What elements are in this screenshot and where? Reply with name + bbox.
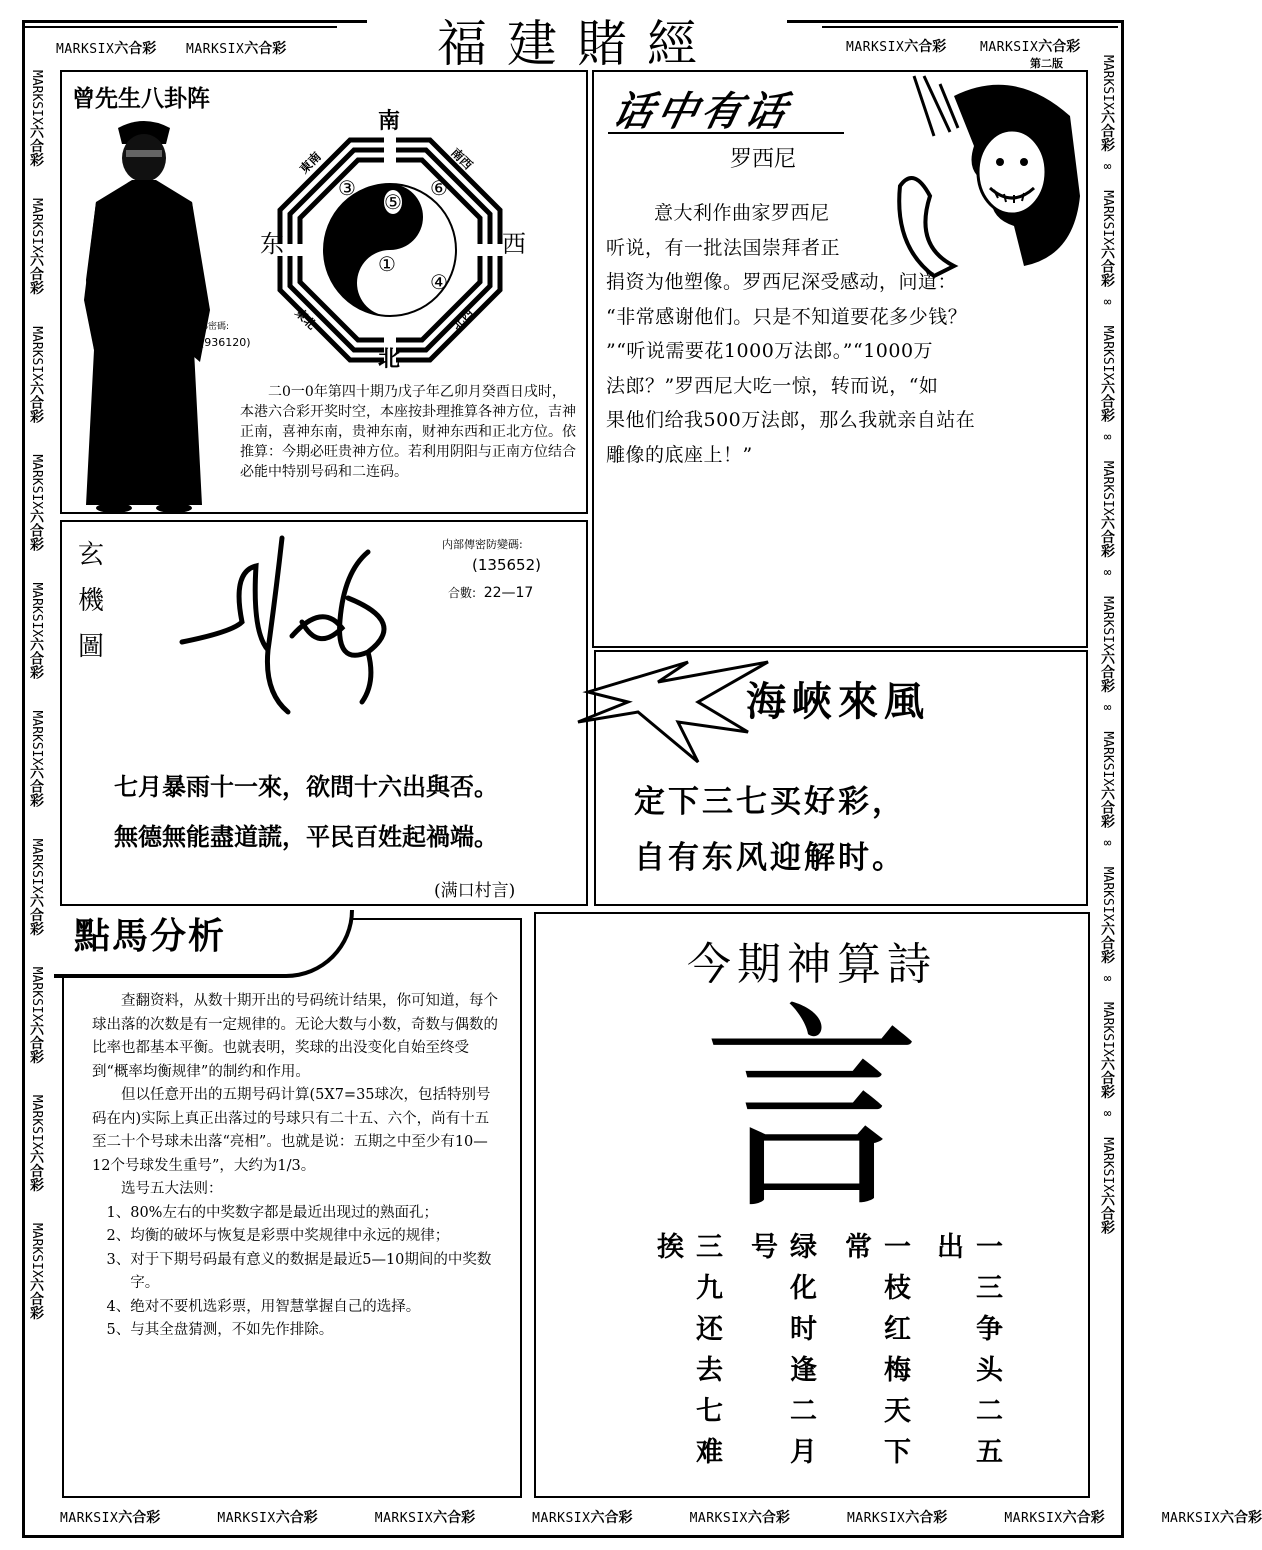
masthead-title: 福建賭經: [367, 4, 787, 76]
xuanji-heading-char: 玄: [78, 540, 105, 570]
story-line: 法郎？”罗西尼大吃一惊，转而说，“如: [606, 374, 939, 397]
rule-text: 绝对不要机选彩票，用智慧掌握自己的选择。: [130, 1298, 421, 1315]
strait-poem-line: 定下三七买好彩，: [634, 784, 906, 820]
bagua-num-4: ④: [430, 270, 448, 294]
strait-heading: 海峽來風: [746, 678, 930, 725]
rule-text: 80%左右的中奖数字都是最近出现过的熟面孔；: [130, 1204, 438, 1221]
bagua-num-2: ②: [338, 270, 356, 294]
rule-number: 4、: [106, 1298, 131, 1315]
bagua-num-5: ⑤: [384, 190, 402, 214]
horse-rules: [92, 1202, 500, 1343]
xuanji-heading: [78, 532, 104, 670]
bagua-panel: [60, 70, 588, 514]
bagua-dir-west: 西: [502, 230, 526, 258]
bagua-dir-nw: 北西: [448, 305, 476, 333]
strait-poem: [634, 774, 906, 886]
marksix-label: MARKSIX六合彩: [980, 39, 1081, 55]
story-heading: 话中有话: [608, 89, 795, 135]
bagua-dir-sw: 南西: [448, 145, 476, 173]
xuanji-source: (满口村言): [434, 881, 516, 901]
masthead-rule-right: [822, 26, 1118, 28]
bagua-num-3: ③: [338, 176, 356, 200]
rule-number: 1、: [106, 1204, 131, 1221]
xuanji-heading-char: 圖: [78, 632, 105, 662]
story-line: ”“听说需要花1000万法郎。”“1000万: [606, 340, 934, 362]
story-panel: [592, 70, 1088, 648]
bagua-dir-north: 北: [378, 347, 401, 372]
marksix-strip-left: MARKSIX六合彩 MARKSIX六合彩 MARKSIX六合彩 MARKSIX六合彩 MARKSIX六合彩 MARKSIX六合彩 MARKSIX六合彩 MARKSIX六合彩 MARKSIX六合彩 MARKSIX六合彩: [28, 70, 44, 1320]
story-line: 雕像的底座上！”: [606, 443, 753, 466]
marksix-label: MARKSIX六合彩: [689, 1510, 790, 1526]
bagua-heading: 曾先生八卦阵: [72, 86, 210, 112]
marksix-label: MARKSIX六合彩: [186, 41, 287, 57]
horse-paragraph: 但以任意开出的五期号码计算(5X7=35球次，包括特别号码在内)实际上真正出落过的号球只有二十五、六个，尚有十五至二十个号球未出落“亮相”。也就是说：五期之中至少有10—12个号球发生重号”，大约为1/3。: [92, 1087, 491, 1174]
story-subtitle: 罗西尼: [730, 147, 797, 172]
bagua-num-1: ①: [378, 252, 396, 276]
horse-panel: [62, 918, 522, 1498]
marksix-label: MARKSIX六合彩: [374, 1510, 476, 1526]
xuanji-sum-label: 合數:: [448, 586, 477, 600]
xuanji-panel: [60, 520, 588, 906]
masthead-rule-left: [22, 26, 337, 28]
story-line: 果他们给我500万法郎，那么我就亲自站在: [606, 409, 976, 431]
xuanji-sum-value: 22—17: [483, 585, 534, 601]
rule-text: 与其全盘猜测，不如先作排除。: [130, 1322, 334, 1338]
marksix-label: MARKSIX六合彩: [1161, 1510, 1262, 1526]
story-body: [606, 196, 1078, 472]
xuanji-heading-char: 機: [78, 586, 105, 616]
poem-panel: [534, 912, 1090, 1498]
bagua-dir-se: 東南: [296, 149, 324, 177]
marksix-label: MARKSIX六合彩: [846, 1510, 948, 1526]
bagua-dir-south: 南: [378, 109, 401, 134]
xuanji-poem-line: 無德無能盡道謊，平民百姓起禍端。: [114, 823, 498, 851]
xuanji-poem: [114, 762, 498, 862]
horse-heading: 點馬分析: [74, 916, 227, 957]
marksix-label: MARKSIX六合彩: [1004, 1510, 1105, 1526]
horse-rule: [107, 1319, 501, 1343]
horse-paragraph: 查翻资料，从数十期开出的号码统计结果，你可知道，每个球出落的次数是有一定规律的。无论大数与小数，奇数与偶数的比率也都基本平衡。也就表明，奖球的出没变化自始至终受到“概率均衡规律”的制约和作用。: [92, 993, 498, 1080]
xuanji-sum: [448, 584, 533, 601]
bagua-num-6: ⑥: [430, 176, 448, 200]
xuanji-code-label: 内部傳密防變碼:: [442, 538, 523, 551]
marksix-label: MARKSIX六合彩: [60, 1510, 161, 1526]
poem-heading: 今期神算詩: [687, 939, 937, 990]
story-line: 意大利作曲家罗西尼: [654, 202, 830, 224]
marksix-label: MARKSIX六合彩: [846, 39, 947, 55]
poem-column: 一三争头二五出: [932, 1232, 1002, 1478]
story-line: “非常感谢他们。只是不知道要花多少钱？: [606, 305, 968, 328]
strait-panel: [594, 650, 1088, 906]
marksix-strip-bottom: [60, 1507, 1262, 1529]
poem-column: 三九还去七难挨: [652, 1232, 722, 1478]
xuanji-poem-line: 七月暴雨十一來，欲問十六出與否。: [114, 773, 498, 801]
horse-rule: [107, 1225, 501, 1249]
horse-rule: [107, 1249, 501, 1296]
marksix-label: MARKSIX六合彩: [532, 1510, 633, 1526]
xuanji-code: (135652): [472, 556, 541, 574]
rule-text: 均衡的破坏与恢复是彩票中奖规律中永远的规律；: [130, 1228, 450, 1244]
rule-number: 3、: [106, 1251, 131, 1268]
poem-column: 一枝红梅天下常: [840, 1232, 910, 1478]
master-portrait-figure: [74, 110, 224, 515]
bagua-dir-east: 东: [260, 230, 284, 258]
bagua-code-label: 内部密碼:: [190, 322, 230, 332]
rule-text: 对于下期号码最有意义的数据是最近5—10期间的中奖数字。: [130, 1251, 492, 1291]
bagua-code: (936120): [200, 336, 251, 349]
bagua-dir-ne: 東北: [292, 305, 320, 333]
poem-big-char: 言: [701, 983, 922, 1239]
horse-body: [92, 990, 500, 1343]
marksix-strip-right: MARKSIX六合彩 ∞ MARKSIX六合彩 ∞ MARKSIX六合彩 ∞ MARKSIX六合彩 ∞ MARKSIX六合彩 ∞ MARKSIX六合彩 ∞ MARKSIX六合彩 ∞ MARKSIX六合彩 ∞ MARKSIX六合彩: [1099, 55, 1115, 1235]
strait-poem-line: 自有东风迎解时。: [634, 840, 906, 876]
story-line: 听说，有一批法国崇拜者正: [606, 236, 841, 259]
horse-rule: [107, 1202, 501, 1226]
story-line: 捐资为他塑像。罗西尼深受感动，问道：: [606, 271, 958, 293]
marksix-label: MARKSIX六合彩: [56, 41, 157, 57]
marksix-label: MARKSIX六合彩: [217, 1510, 318, 1526]
edition-label: 第二版: [1030, 57, 1063, 70]
story-heading-rule: [608, 132, 844, 134]
bagua-text: 二0一0年第四十期乃戊子年乙卯月癸酉日戌时，本港六合彩开奖时空，本座按卦理推算各神方位，吉神正南，喜神东南，贵神东南，财神东西和正北方位。依推算：今期必旺贵神方位。若利用阴阳与正南方位结合必能中特别号码和二连码。: [240, 384, 576, 480]
xuanji-glyph-drawing: [172, 532, 422, 732]
horse-rules-title: 选号五大法则：: [121, 1181, 223, 1197]
poem-column: 绿化时逢二月号: [746, 1232, 816, 1478]
rule-number: 2、: [106, 1228, 131, 1244]
horse-rule: [107, 1296, 501, 1320]
rule-number: 5、: [106, 1322, 131, 1338]
